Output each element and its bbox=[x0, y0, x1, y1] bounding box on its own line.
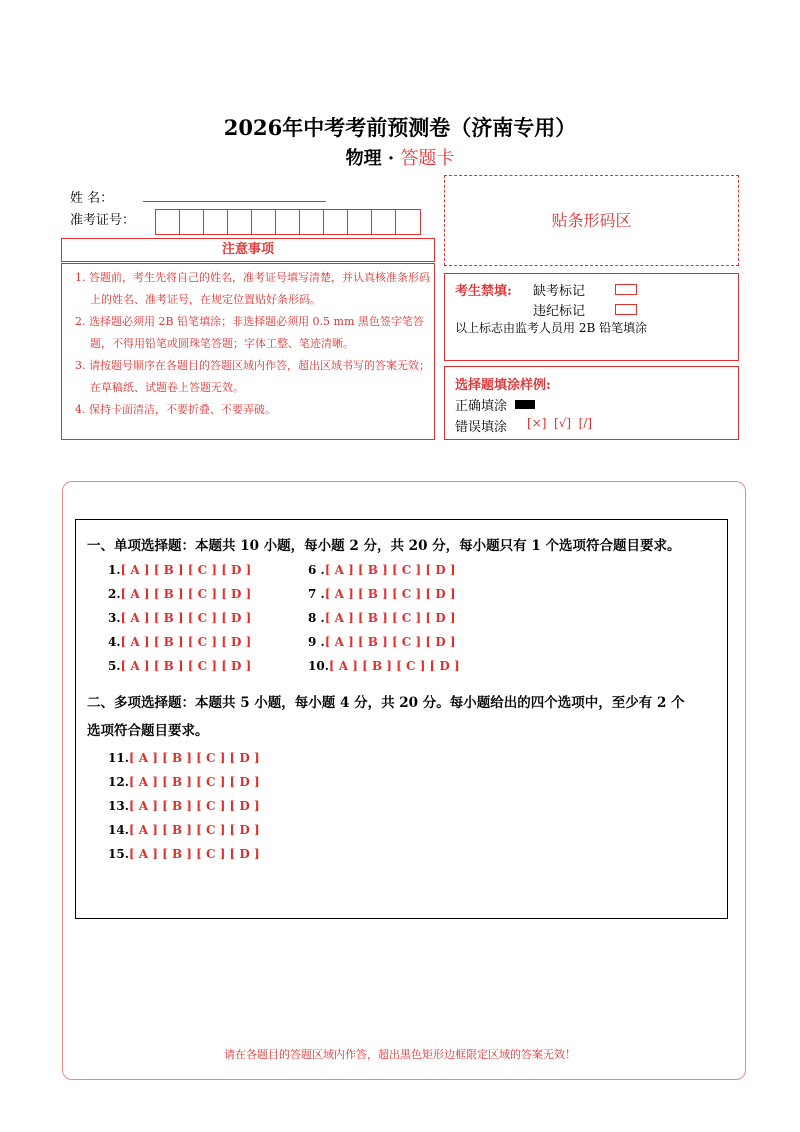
wrong-fill-samples: [×] [√] [/] bbox=[527, 416, 593, 430]
question-row[interactable] bbox=[108, 823, 260, 837]
question-row[interactable] bbox=[108, 659, 251, 673]
question-row[interactable] bbox=[308, 587, 456, 601]
question-row[interactable] bbox=[108, 635, 251, 649]
separator-dot: · bbox=[387, 148, 395, 169]
question-number: 3. bbox=[108, 611, 121, 625]
question-row[interactable] bbox=[308, 659, 460, 673]
id-digit-box[interactable] bbox=[372, 210, 396, 234]
question-row[interactable] bbox=[308, 635, 456, 649]
sample-box bbox=[444, 366, 739, 440]
answer-options[interactable]: [ A ] [ B ] [ C ] [ D ] bbox=[324, 587, 456, 601]
answer-options[interactable]: [ A ] [ B ] [ C ] [ D ] bbox=[120, 659, 252, 673]
question-number: 4. bbox=[108, 635, 121, 649]
answer-options[interactable]: [ A ] [ B ] [ C ] [ D ] bbox=[128, 799, 260, 813]
violation-label: 违纪标记 bbox=[533, 304, 586, 319]
answer-options[interactable]: [ A ] [ B ] [ C ] [ D ] bbox=[328, 659, 460, 673]
id-digit-box[interactable] bbox=[228, 210, 252, 234]
page-subtitle bbox=[0, 144, 800, 170]
question-row[interactable] bbox=[108, 775, 260, 789]
barcode-area bbox=[444, 175, 739, 266]
card-label: 答题卡 bbox=[400, 148, 455, 169]
ban-note: 以上标志由监考人员用 2B 铅笔填涂 bbox=[455, 321, 648, 335]
ban-box bbox=[444, 273, 739, 361]
id-digit-box[interactable] bbox=[156, 210, 180, 234]
question-row[interactable] bbox=[108, 751, 260, 765]
page-title: 2026年中考考前预测卷（济南专用） bbox=[223, 115, 577, 140]
answer-options[interactable]: [ A ] [ B ] [ C ] [ D ] bbox=[128, 847, 260, 861]
question-number: 15. bbox=[108, 847, 129, 861]
absent-mark-box[interactable] bbox=[615, 284, 637, 295]
question-row[interactable] bbox=[108, 587, 251, 601]
question-number: 13. bbox=[108, 799, 129, 813]
question-row[interactable] bbox=[108, 563, 251, 577]
section2-title-line1: 二、多项选择题：本题共 5 小题，每小题 4 分，共 20 分。每小题给出的四个选项中，至少有 2 个 bbox=[87, 695, 685, 711]
question-number: 10. bbox=[308, 659, 329, 673]
id-digit-box[interactable] bbox=[180, 210, 204, 234]
id-digit-box[interactable] bbox=[276, 210, 300, 234]
id-digit-box[interactable] bbox=[348, 210, 372, 234]
id-digit-box[interactable] bbox=[252, 210, 276, 234]
notice-item: 2. 选择题必须用 2B 铅笔填涂；非选择题必须用 0.5 mm 黑色签字笔答题，不得用铅笔或圆珠笔答题；字体工整、笔迹清晰。 bbox=[75, 315, 424, 350]
id-label: 准考证号： bbox=[70, 213, 136, 228]
ban-title: 考生禁填: bbox=[455, 284, 512, 299]
question-row[interactable] bbox=[108, 611, 251, 625]
answer-options[interactable]: [ A ] [ B ] [ C ] [ D ] bbox=[128, 775, 260, 789]
id-digit-box[interactable] bbox=[204, 210, 228, 234]
question-row[interactable] bbox=[308, 563, 456, 577]
section2-title-line2: 选项符合题目要求。 bbox=[87, 723, 209, 739]
section1-title: 一、单项选择题：本题共 10 小题，每小题 2 分，共 20 分，每小题只有 1 个选项符合题目要求。 bbox=[87, 538, 681, 554]
absent-label: 缺考标记 bbox=[533, 284, 586, 299]
question-number: 11. bbox=[108, 751, 129, 765]
choice-section-box bbox=[75, 519, 728, 919]
question-row[interactable] bbox=[108, 847, 260, 861]
footer-warning: 请在各题目的答题区域内作答，超出黑色矩形边框限定区域的答案无效！ bbox=[224, 1048, 576, 1061]
question-number: 9 . bbox=[308, 635, 325, 649]
notice-item: 4. 保持卡面清洁，不要折叠、不要弄破。 bbox=[75, 403, 276, 416]
question-number: 8 . bbox=[308, 611, 325, 625]
question-number: 12. bbox=[108, 775, 129, 789]
answer-options[interactable]: [ A ] [ B ] [ C ] [ D ] bbox=[120, 587, 252, 601]
answer-options[interactable]: [ A ] [ B ] [ C ] [ D ] bbox=[120, 635, 252, 649]
subject-label: 物理 bbox=[345, 148, 382, 169]
id-digit-box[interactable] bbox=[324, 210, 348, 234]
barcode-label: 贴条形码区 bbox=[551, 211, 632, 230]
correct-fill-label: 正确填涂 bbox=[455, 399, 508, 414]
name-label: 姓 名： bbox=[70, 191, 114, 206]
question-number: 2. bbox=[108, 587, 121, 601]
answer-options[interactable]: [ A ] [ B ] [ C ] [ D ] bbox=[324, 635, 456, 649]
answer-options[interactable]: [ A ] [ B ] [ C ] [ D ] bbox=[324, 611, 456, 625]
notice-item: 3. 请按题号顺序在各题目的答题区域内作答，超出区域书写的答案无效；在草稿纸、试题卷上答题无效。 bbox=[75, 359, 430, 394]
notice-title: 注意事项 bbox=[61, 238, 435, 262]
answer-options[interactable]: [ A ] [ B ] [ C ] [ D ] bbox=[120, 563, 252, 577]
question-row[interactable] bbox=[108, 799, 260, 813]
id-digit-box[interactable] bbox=[396, 210, 420, 234]
notice-box bbox=[61, 263, 435, 440]
correct-fill-sample bbox=[515, 400, 535, 409]
wrong-fill-label: 错误填涂 bbox=[455, 420, 508, 435]
name-field[interactable] bbox=[143, 201, 326, 202]
answer-options[interactable]: [ A ] [ B ] [ C ] [ D ] bbox=[120, 611, 252, 625]
question-row[interactable] bbox=[308, 611, 456, 625]
question-number: 5. bbox=[108, 659, 121, 673]
question-number: 1. bbox=[108, 563, 121, 577]
question-number: 6 . bbox=[308, 563, 325, 577]
answer-options[interactable]: [ A ] [ B ] [ C ] [ D ] bbox=[128, 751, 260, 765]
answer-options[interactable]: [ A ] [ B ] [ C ] [ D ] bbox=[324, 563, 456, 577]
violation-mark-box[interactable] bbox=[615, 304, 637, 315]
question-number: 14. bbox=[108, 823, 129, 837]
question-number: 7 . bbox=[308, 587, 325, 601]
answer-options[interactable]: [ A ] [ B ] [ C ] [ D ] bbox=[128, 823, 260, 837]
id-number-boxes[interactable] bbox=[155, 209, 421, 235]
id-digit-box[interactable] bbox=[300, 210, 324, 234]
sample-title: 选择题填涂样例: bbox=[455, 378, 551, 393]
notice-item: 1. 答题前，考生先将自己的姓名，准考证号填写清楚，并认真核准条形码上的姓名、准考证号，在规定位置贴好条形码。 bbox=[75, 271, 430, 306]
